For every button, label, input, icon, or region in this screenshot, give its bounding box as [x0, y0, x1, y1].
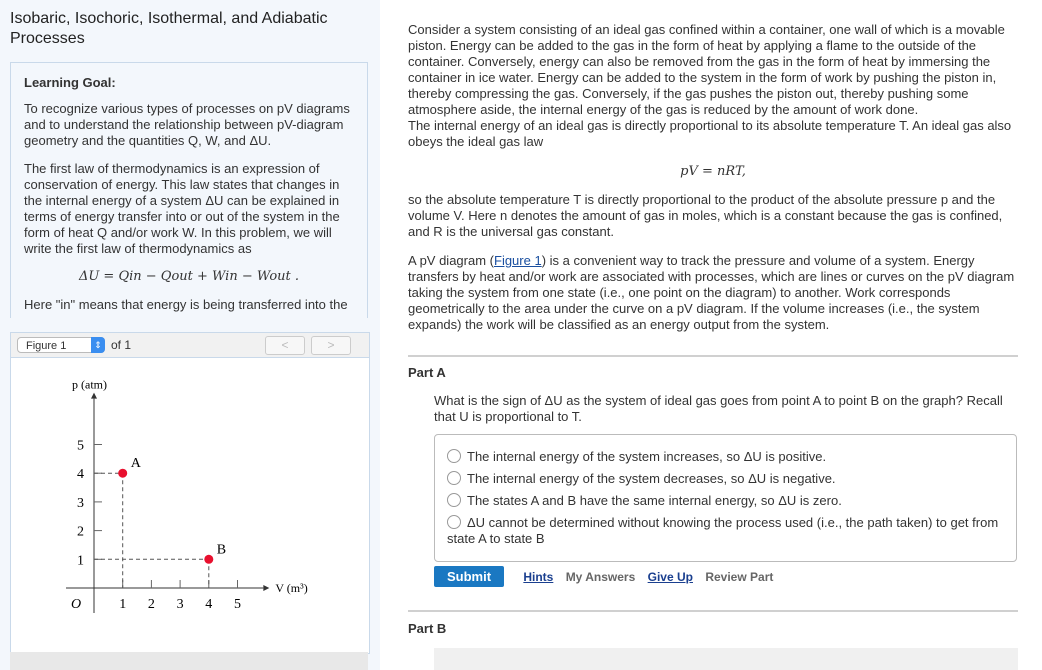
next-figure-button[interactable]: >: [311, 336, 351, 355]
learning-goal-panel[interactable]: [10, 62, 368, 318]
learning-goal-heading: Learning Goal:: [24, 75, 116, 90]
part-b-content: [434, 648, 1018, 670]
figure-toolbar: [11, 333, 369, 358]
x-tick-label: 2: [147, 597, 155, 612]
point-B: [204, 555, 213, 564]
radio-button[interactable]: [447, 449, 461, 463]
option-label: The internal energy of the system decreases, so ΔU is negative.: [467, 471, 836, 486]
submit-button[interactable]: Submit: [434, 566, 504, 587]
y-tick-label: 1: [77, 553, 84, 569]
part-a-actions: [434, 566, 782, 587]
option-2[interactable]: [447, 471, 1004, 487]
divider: [408, 610, 1018, 612]
my-answers-link[interactable]: My Answers: [565, 570, 636, 584]
hints-link[interactable]: Hints: [523, 570, 554, 584]
x-tick-label: 3: [176, 597, 184, 612]
figure-select[interactable]: [17, 337, 105, 353]
intro-paragraph-4: [408, 253, 1018, 333]
option-1[interactable]: [447, 449, 1004, 465]
learning-goal-text: To recognize various types of processes on pV diagrams and to understand the relationship between pV-diagram geometry and the quantities Q, W, and ΔU.: [24, 101, 350, 148]
intro4-rest: ) is a convenient way to track the pressure and volume of a system. Energy transfers by heat and/or work are associated with processes, which are lines or curves on the pV diagram taking the system from one state (i.e., one point on the diagram) to another. Work corresponds geometrically to the area under the curve on a pV diagram. If the volume increases (i.e., the system expands) the work will be classified as an energy output from the system.: [408, 253, 1015, 332]
part-b-heading: Part B: [408, 621, 447, 636]
figure-select-value: Figure 1: [26, 340, 67, 352]
problem-title: Isobaric, Isochoric, Isothermal, and Adiabatic Processes: [10, 10, 328, 47]
x-tick-label: 5: [234, 597, 241, 612]
point-label: B: [216, 542, 227, 558]
figure-1-link[interactable]: Figure 1: [494, 253, 542, 268]
left-panel: [0, 0, 380, 670]
x-tick-label: 4: [205, 597, 213, 612]
intro4-start: A pV diagram (: [408, 253, 494, 268]
in-explanation-text: Here "in" means that energy is being transferred into the: [24, 297, 348, 312]
point-A: [118, 469, 127, 478]
answer-options: [434, 434, 1017, 562]
y-axis-label: p (atm): [72, 377, 107, 392]
x-axis-arrow: [263, 585, 269, 591]
part-a-question: What is the sign of ΔU as the system of ideal gas goes from point A to point B on the graph? Recall that U is proportional to T.: [434, 393, 1003, 424]
radio-button[interactable]: [447, 515, 461, 529]
radio-button[interactable]: [447, 471, 461, 485]
intro-paragraph-3: so the absolute temperature T is directly proportional to the product of the absolute pressure p and the volume V. Here n denotes the amount of gas in moles, which is a constant because the gas is confined, and R is the universal gas constant.: [408, 192, 1003, 239]
y-tick-label: 3: [77, 495, 84, 511]
review-part-link[interactable]: Review Part: [705, 570, 774, 584]
first-law-equation: ΔU = Qin − Qout + Win − Wout .: [78, 269, 300, 284]
option-label: The internal energy of the system increases, so ΔU is positive.: [467, 449, 827, 464]
intro-paragraph-2: The internal energy of an ideal gas is directly proportional to its absolute temperature T. An ideal gas also obeys the ideal gas law: [408, 118, 1012, 149]
left-scroll-strip: [10, 652, 368, 670]
y-tick-label: 2: [77, 524, 84, 540]
origin-label: O: [70, 597, 82, 612]
x-tick-label: 1: [119, 597, 127, 612]
option-label: The states A and B have the same internal energy, so ΔU is zero.: [467, 493, 842, 508]
radio-button[interactable]: [447, 493, 461, 507]
intro-paragraph-1: Consider a system consisting of an ideal gas confined within a container, one wall of which is a movable piston. Energy can be added to the gas in the form of heat by applying a flame to the outside of the container. Conversely, energy can also be removed from the gas in the form of heat by immersing the container in ice water. Energy can be added to the system in the form of work by pushing the piston in, thereby compressing the gas. Conversely, if the gas pushes the piston out, thereby pushing some atmosphere aside, the internal energy of the gas is reduced by the amount of work done.: [408, 22, 1005, 117]
ideal-gas-law: pV = nRT,: [680, 164, 746, 179]
option-3[interactable]: [447, 493, 1004, 509]
option-4[interactable]: [447, 515, 1004, 547]
divider: [408, 355, 1018, 357]
y-tick-label: 5: [77, 438, 84, 454]
give-up-link[interactable]: Give Up: [647, 570, 693, 584]
y-tick-label: 4: [77, 467, 84, 483]
first-law-text: The first law of thermodynamics is an expression of conservation of energy. This law states that changes in the internal energy of a system ΔU can be explained in terms of energy transfer into or out of the system in the form of heat Q and/or work W. In this problem, we will write the first law of thermodynamics as: [24, 161, 340, 256]
figure-count: of 1: [111, 338, 132, 352]
pv-diagram: [11, 358, 367, 652]
prev-figure-button[interactable]: <: [265, 336, 305, 355]
y-axis-arrow: [91, 393, 97, 399]
part-a-heading: Part A: [408, 365, 446, 380]
x-axis-label: V (m³): [275, 581, 308, 595]
select-arrows-icon: ⇕: [91, 337, 105, 353]
point-label: A: [130, 456, 141, 472]
option-label: ΔU cannot be determined without knowing the process used (i.e., the path taken) to get from state A to state B: [447, 515, 999, 546]
figure-panel: [10, 332, 370, 654]
